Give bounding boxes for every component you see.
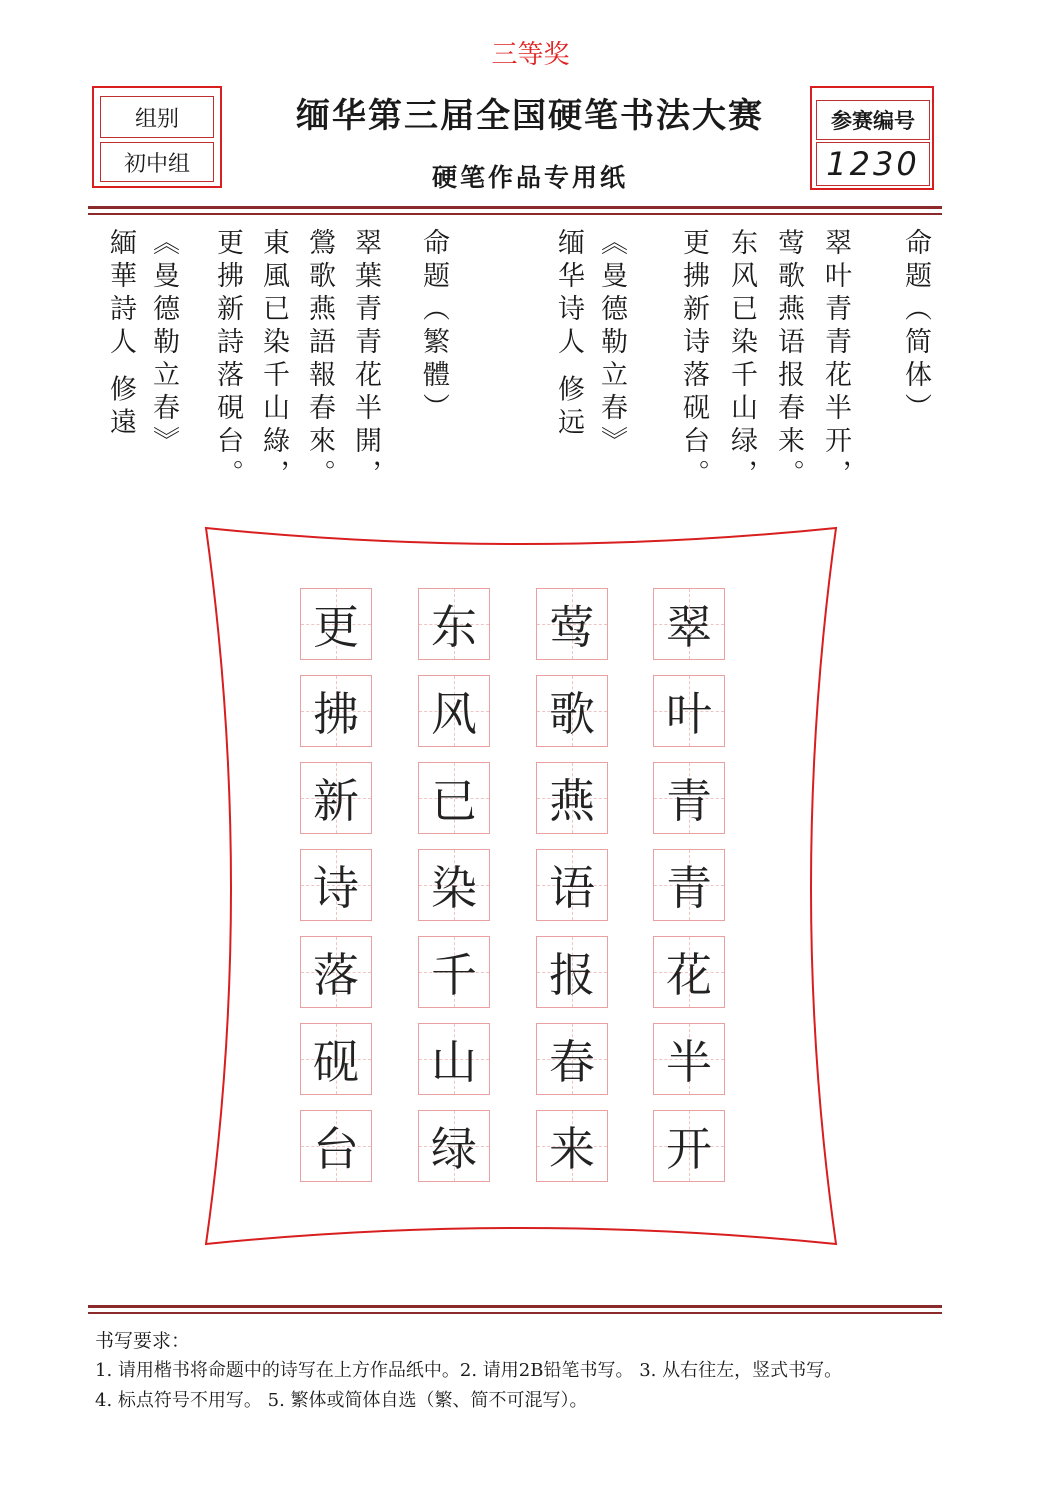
entry-value: 1230 [816,142,930,186]
prompt-traditional-line-1: 翠葉青青花半開， [350,228,381,492]
prompt-traditional-line-4: 更拂新詩落硯台。 [212,228,243,492]
grid-cell: 染 [418,849,490,921]
grid-cell: 千 [418,936,490,1008]
prompt-traditional-heading: 命题（繁體） [418,228,449,426]
page-title: 缅华第三届全国硬笔书法大赛 [296,96,764,136]
grid-cell: 翠 [653,588,725,660]
group-value: 初中组 [100,142,214,182]
page-subtitle: 硬笔作品专用纸 [431,163,628,192]
prompt-traditional-poem-title: 《曼德勒立春》 [148,228,179,459]
prompt-simplified-line-1: 翠叶青青花半开， [820,228,851,492]
requirements-line-1: 1. 请用楷书将命题中的诗写在上方作品纸中。2. 请用2B铅笔书写。 3. 从右往左，竖式书写。 [95,1360,843,1381]
bottom-rule-thin [88,1312,942,1314]
grid-cell: 歌 [536,675,608,747]
grid-cell: 砚 [300,1023,372,1095]
award-label: 三等奖 [491,40,570,70]
grid-cell: 山 [418,1023,490,1095]
prompt-traditional-line-2: 鶯歌燕語報春來。 [304,228,335,492]
grid-cell: 台 [300,1110,372,1182]
grid-cell: 开 [653,1110,725,1182]
grid-cell: 青 [653,849,725,921]
grid-cell: 半 [653,1023,725,1095]
group-box [92,86,222,188]
prompt-simplified-author: 缅华诗人 修远 [553,228,584,441]
prompt-simplified-heading: 命题（简体） [900,228,931,426]
prompt-traditional-author: 緬華詩人 修遠 [105,228,136,441]
top-rule-thin [88,213,942,215]
group-label: 组别 [100,96,214,138]
entry-label: 参赛编号 [816,100,930,140]
grid-cell: 语 [536,849,608,921]
grid-cell: 新 [300,762,372,834]
grid-cell: 莺 [536,588,608,660]
grid-cell: 叶 [653,675,725,747]
prompt-simplified-line-4: 更拂新诗落砚台。 [678,228,709,492]
grid-cell: 青 [653,762,725,834]
grid-cell: 落 [300,936,372,1008]
grid-cell: 来 [536,1110,608,1182]
requirements-line-2: 4. 标点符号不用写。 5. 繁体或简体自选（繁、简不可混写）。 [95,1390,588,1411]
grid-cell: 燕 [536,762,608,834]
top-rule-thick [88,206,942,209]
prompt-traditional-line-3: 東風已染千山綠， [258,228,289,492]
grid-cell: 花 [653,936,725,1008]
bottom-rule-thick [88,1305,942,1308]
grid-cell: 诗 [300,849,372,921]
grid-cell: 春 [536,1023,608,1095]
grid-cell: 风 [418,675,490,747]
grid-cell: 拂 [300,675,372,747]
prompt-simplified-poem-title: 《曼德勒立春》 [596,228,627,459]
grid-cell: 绿 [418,1110,490,1182]
grid-cell: 已 [418,762,490,834]
grid-cell: 报 [536,936,608,1008]
grid-cell: 更 [300,588,372,660]
requirements-title: 书写要求： [95,1330,191,1352]
prompt-simplified-line-2: 莺歌燕语报春来。 [773,228,804,492]
grid-cell: 东 [418,588,490,660]
prompt-simplified-line-3: 东风已染千山绿， [726,228,757,492]
work-paper-frame [196,520,846,1260]
entry-box [810,86,934,190]
